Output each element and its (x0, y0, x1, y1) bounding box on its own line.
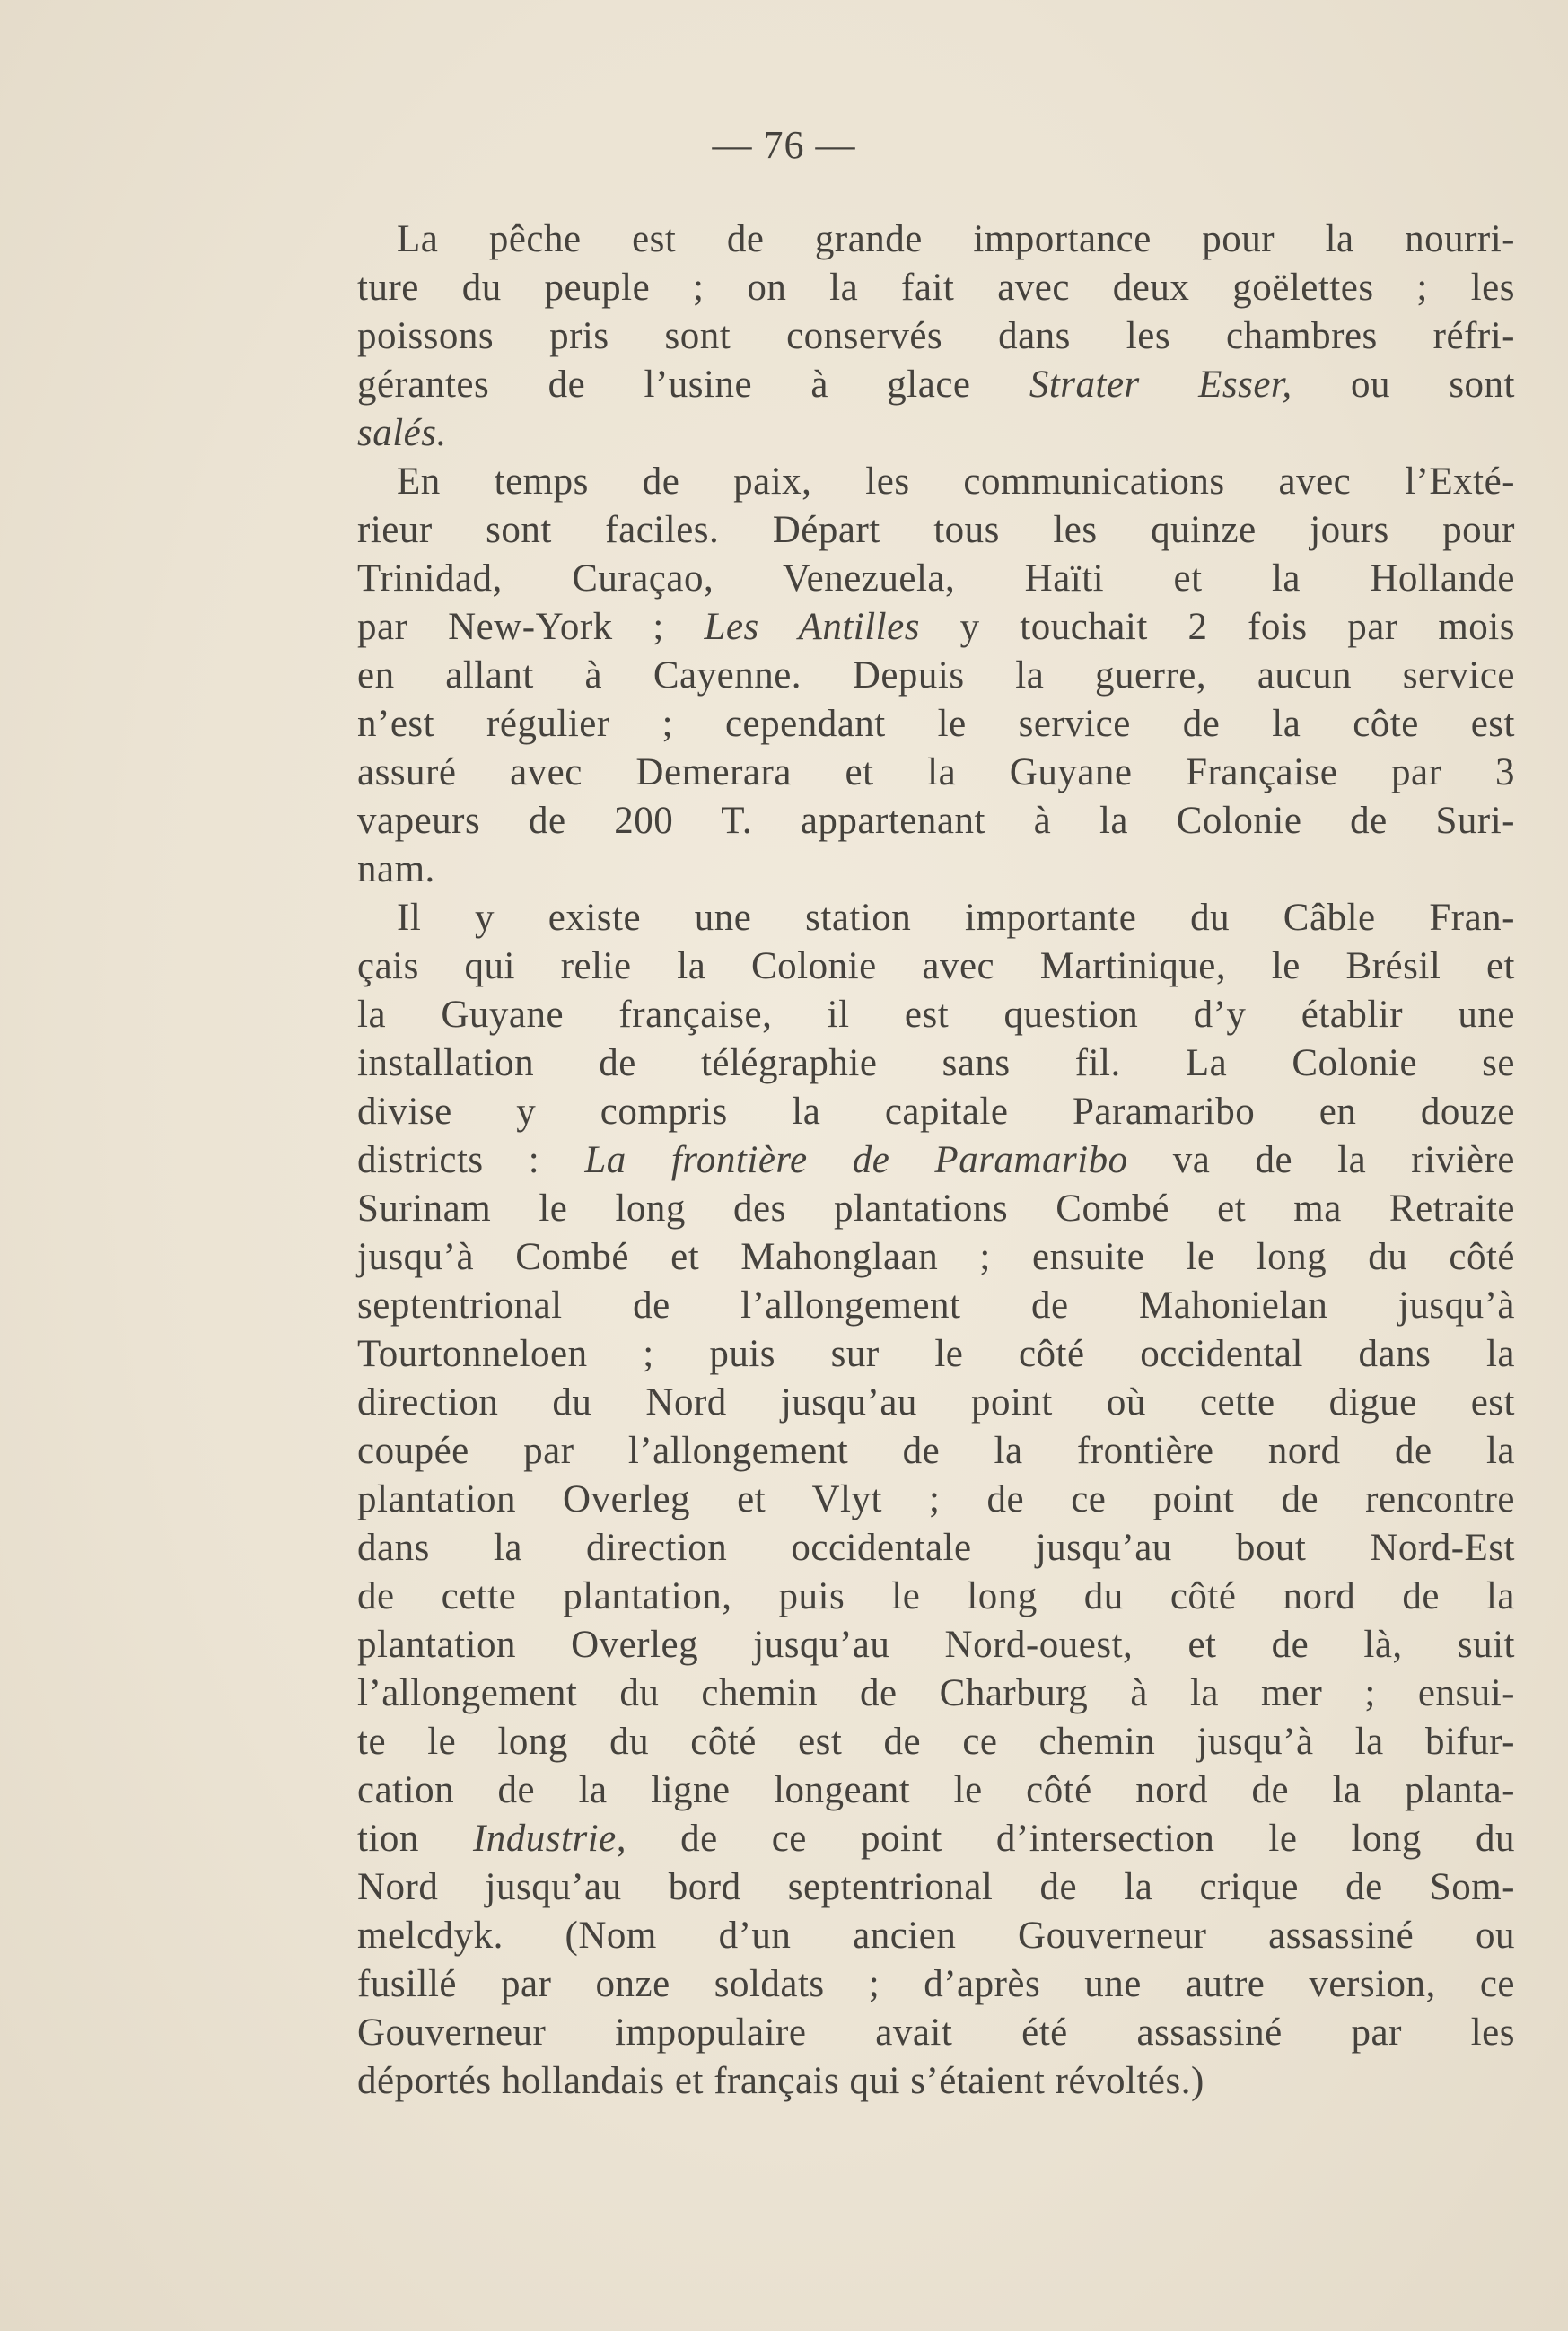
text-segment: y touchait 2 fois par mois (919, 606, 1515, 648)
text-line (357, 409, 1515, 458)
text-segment: rieur sont faciles. Départ tous les quinze jours pour (357, 509, 1515, 551)
italic-segment: Strater Esser, (1029, 364, 1292, 406)
text-line (357, 1718, 1515, 1766)
text-segment: n’est régulier ; cependant le service de la côte est (357, 703, 1515, 745)
text-segment: plantation Overleg et Vlyt ; de ce point de rencontre (357, 1478, 1515, 1520)
text-line (357, 942, 1515, 991)
text-segment: poissons pris sont conservés dans les chambres réfri- (357, 315, 1515, 357)
text-line (357, 1233, 1515, 1282)
text-segment: direction du Nord jusqu’au point où cette digue est (357, 1381, 1515, 1424)
text-segment: Gouverneur impopulaire avait été assassiné par les (357, 2011, 1515, 2054)
text-line (357, 991, 1515, 1039)
text-segment: Nord jusqu’au bord septentrional de la crique de Som- (357, 1866, 1515, 1908)
text-segment: Surinam le long des plantations Combé et ma Retraite (357, 1187, 1515, 1230)
text-segment: Trinidad, Curaçao, Venezuela, Haïti et la Hollande (357, 557, 1515, 600)
text-line (357, 1815, 1515, 1863)
text-segment: septentrional de l’allongement de Mahonielan jusqu’à (357, 1284, 1515, 1327)
text-line (357, 797, 1515, 846)
text-segment: ture du peuple ; on la fait avec deux goëlettes ; les (357, 267, 1515, 309)
text-line (357, 700, 1515, 749)
text-segment: vapeurs de 200 T. appartenant à la Colonie de Suri- (357, 800, 1515, 842)
text-segment: te le long du côté est de ce chemin jusqu’à la bifur- (357, 1721, 1515, 1763)
text-segment: installation de télégraphie sans fil. La Colonie se (357, 1042, 1515, 1084)
text-line (357, 215, 1515, 264)
text-line (357, 1524, 1515, 1573)
text-segment: Tourtonneloen ; puis sur le côté occidental dans la (357, 1333, 1515, 1375)
text-segment: divise y compris la capitale Paramaribo en douze (357, 1091, 1515, 1133)
text-segment: va de la rivière (1127, 1139, 1516, 1181)
italic-segment: Industrie, (472, 1818, 626, 1860)
text-line (357, 1766, 1515, 1815)
text-segment: la Guyane française, il est question d’y établir une (357, 994, 1515, 1036)
text-segment: plantation Overleg jusqu’au Nord-ouest, et de là, suit (357, 1624, 1515, 1666)
text-line (357, 2009, 1515, 2057)
text-line (357, 1379, 1515, 1427)
text-line (357, 846, 1515, 894)
text-segment: assuré avec Demerara et la Guyane Française par 3 (357, 751, 1515, 793)
text-line (357, 1136, 1515, 1185)
text-segment: tion (357, 1818, 473, 1860)
italic-segment: salés. (357, 412, 447, 454)
text-segment: fusillé par onze soldats ; d’après une autre version, ce (357, 1963, 1515, 2005)
text-line (357, 894, 1515, 942)
text-line (357, 1912, 1515, 1960)
text-line (357, 603, 1515, 652)
text-segment: ou sont (1292, 364, 1516, 406)
text-line (357, 1476, 1515, 1524)
text-line (357, 1863, 1515, 1912)
page-body-text (357, 215, 1515, 2106)
text-segment: par New-York ; (357, 606, 705, 648)
text-segment: districts : (357, 1139, 585, 1181)
text-segment: En temps de paix, les communications avec l’Exté- (397, 460, 1515, 503)
text-line (357, 361, 1515, 409)
text-line (357, 1185, 1515, 1233)
text-line (357, 1669, 1515, 1718)
text-line (357, 264, 1515, 312)
text-line (357, 652, 1515, 700)
text-segment: cation de la ligne longeant le côté nord de la planta- (357, 1769, 1515, 1811)
text-segment: nam. (357, 848, 435, 890)
page-number: — 76 — (712, 123, 856, 167)
text-segment: de ce point d’intersection le long du (626, 1818, 1515, 1860)
italic-segment: La frontière de Paramaribo (584, 1139, 1128, 1181)
text-line (357, 1573, 1515, 1621)
italic-segment: Les Antilles (704, 606, 920, 648)
text-line (357, 749, 1515, 797)
text-segment: dans la direction occidentale jusqu’au bout Nord-Est (357, 1527, 1515, 1569)
text-segment: gérantes de l’usine à glace (357, 364, 1029, 406)
text-line (357, 1282, 1515, 1330)
text-line (357, 1621, 1515, 1669)
text-line (357, 1330, 1515, 1379)
text-segment: coupée par l’allongement de la frontière nord de la (357, 1430, 1515, 1472)
text-segment: l’allongement du chemin de Charburg à la mer ; ensui- (357, 1672, 1515, 1714)
text-line (357, 506, 1515, 555)
text-segment: jusqu’à Combé et Mahonglaan ; ensuite le long du côté (357, 1236, 1515, 1278)
text-segment: déportés hollandais et français qui s’étaient révoltés.) (357, 2060, 1204, 2102)
text-segment: en allant à Cayenne. Depuis la guerre, aucun service (357, 654, 1515, 697)
text-line (357, 2057, 1515, 2106)
text-line (357, 555, 1515, 603)
text-line (357, 312, 1515, 361)
text-segment: Il y existe une station importante du Câble Fran- (397, 897, 1515, 939)
text-line (357, 1427, 1515, 1476)
text-segment: La pêche est de grande importance pour la nourri- (397, 218, 1515, 260)
text-line (357, 458, 1515, 506)
text-segment: de cette plantation, puis le long du côté nord de la (357, 1575, 1515, 1617)
text-line (357, 1960, 1515, 2009)
text-segment: çais qui relie la Colonie avec Martinique, le Brésil et (357, 945, 1515, 987)
text-segment: melcdyk. (Nom d’un ancien Gouverneur assassiné ou (357, 1915, 1515, 1957)
text-line (357, 1039, 1515, 1088)
text-line (357, 1088, 1515, 1136)
